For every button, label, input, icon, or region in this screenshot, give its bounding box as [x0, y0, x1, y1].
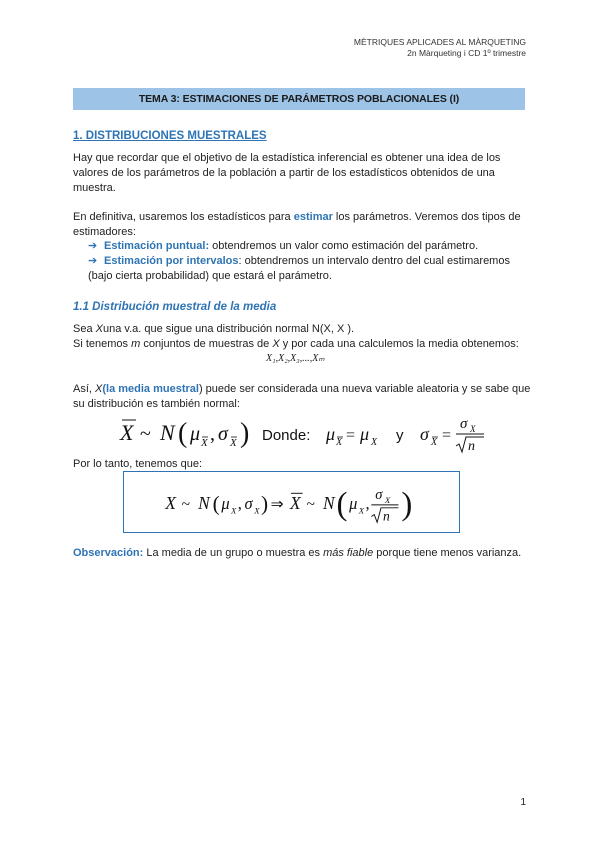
arrow-right-icon: ➔ — [88, 240, 98, 252]
text-fragment: una v.a. que sigue una distribución normal N(X, X ). — [102, 323, 355, 335]
var-x: X — [95, 323, 103, 335]
svg-text:⇒: ⇒ — [270, 495, 284, 513]
sample-mean-paragraph — [73, 382, 533, 412]
svg-text:,: , — [210, 423, 215, 445]
definition-line-2 — [73, 337, 533, 352]
svg-text:X: X — [230, 437, 237, 449]
svg-text:): ) — [401, 486, 413, 523]
definition-line-1 — [73, 322, 533, 337]
svg-text:,: , — [365, 493, 370, 513]
svg-text:n: n — [382, 508, 390, 524]
svg-text:X: X — [384, 494, 391, 505]
arrow-right-icon: ➔ — [88, 255, 98, 267]
svg-text:X: X — [231, 505, 237, 516]
svg-text:X: X — [120, 420, 134, 445]
svg-text:μ: μ — [326, 424, 336, 444]
text-fragment: conjuntos de muestras de — [140, 338, 273, 350]
header-term: 2n Màrqueting i CD 1º trimestre — [407, 48, 526, 58]
bullet-text: : obtendremos un intervalo dentro del cual estimaremos (bajo cierta probabilidad) que estará el parámetro. — [88, 255, 510, 282]
var-x: X — [95, 383, 103, 395]
estimators-text-a: En definitiva, usaremos los estadísticos para — [73, 211, 294, 223]
intro-paragraph: Hay que recordar que el objetivo de la estadística inferencial es obtener una idea de los valores de los parámetros de la población a partir de los estadísticos obtenidos de una muestra. — [73, 152, 501, 194]
svg-text:σ: σ — [218, 423, 228, 445]
formula-box — [123, 471, 460, 533]
svg-text:N: N — [160, 420, 175, 445]
svg-text:X: X — [371, 437, 378, 448]
svg-text:μ: μ — [190, 423, 201, 445]
formula-sample-mean-distribution — [112, 410, 512, 458]
svg-text:σ: σ — [460, 416, 468, 432]
svg-text:(: ( — [178, 418, 188, 449]
svg-text:~: ~ — [306, 495, 315, 513]
header-course: MÈTRIQUES APLICADES AL MÀRQUETING — [353, 37, 526, 47]
svg-text:~: ~ — [140, 423, 151, 445]
list-item — [88, 239, 528, 254]
text-fragment: ) puede ser considerada una nueva variable aleatoria y se sabe que su distribución es también normal: — [73, 383, 531, 410]
text-fragment: porque tiene menos varianza. — [373, 547, 522, 559]
svg-text:X: X — [470, 424, 476, 434]
observation-paragraph — [73, 546, 533, 561]
svg-text:): ) — [261, 491, 269, 516]
and-label: y — [396, 427, 404, 444]
svg-text:μ: μ — [349, 493, 358, 513]
observation-label: Observación: — [73, 547, 144, 559]
donde-label: Donde: — [262, 427, 311, 444]
sample-sequence: X₁,X₂,X₃,...,Xₘ — [266, 353, 325, 364]
svg-text:X: X — [165, 492, 176, 513]
svg-text:~: ~ — [181, 495, 191, 513]
svg-text:X: X — [358, 505, 365, 516]
text-fragment: y por cada una calculemos la media obtenemos: — [279, 338, 519, 350]
svg-text:σ: σ — [244, 493, 253, 513]
definition-paragraph — [73, 322, 533, 352]
list-item — [88, 254, 528, 284]
svg-text:X: X — [290, 492, 301, 513]
estimators-paragraph — [73, 210, 533, 240]
svg-text:X: X — [254, 505, 260, 516]
svg-text:N: N — [198, 492, 210, 513]
bullet-text: obtendremos un valor como estimación del parámetro. — [209, 240, 479, 252]
sample-mean-link: (la media muestral — [102, 383, 199, 395]
svg-text:,: , — [237, 493, 242, 513]
mas-fiable-emphasis: más fiable — [323, 547, 374, 559]
svg-text:N: N — [322, 492, 335, 513]
svg-text:): ) — [240, 418, 250, 449]
text-fragment: La media de un grupo o muestra es — [143, 547, 324, 559]
page-title: TEMA 3: ESTIMACIONES DE PARÁMETROS POBLACIONALES (I) — [73, 88, 525, 110]
estimar-emphasis: estimar — [293, 211, 333, 223]
text-fragment: Si tenemos — [73, 338, 132, 350]
svg-text:σ: σ — [375, 487, 383, 504]
bullet-label: Estimación puntual: — [104, 240, 210, 252]
bullet-label: Estimación por intervalos — [104, 255, 239, 267]
page-number: 1 — [520, 797, 526, 808]
formula-implication — [124, 472, 459, 532]
svg-text:μ: μ — [360, 424, 370, 444]
svg-text:(: ( — [212, 491, 220, 516]
section-heading: 1. DISTRIBUCIONES MUESTRALES — [73, 130, 267, 142]
svg-text:X: X — [431, 437, 438, 448]
var-x: X — [272, 338, 280, 350]
therefore-text: Por lo tanto, tenemos que: — [73, 458, 203, 470]
svg-text:μ: μ — [221, 493, 230, 513]
svg-text:X: X — [201, 437, 208, 449]
text-fragment: Sea — [73, 323, 96, 335]
subsection-heading: 1.1 Distribución muestral de la media — [73, 301, 277, 313]
svg-text:=: = — [442, 427, 452, 444]
var-m: m — [131, 338, 141, 350]
svg-text:X: X — [336, 437, 343, 448]
estimators-text-b: los parámetros. Veremos dos tipos de estimadores: — [73, 211, 521, 238]
svg-text:σ: σ — [420, 424, 429, 444]
svg-text:(: ( — [336, 486, 348, 523]
svg-text:=: = — [346, 427, 356, 444]
text-fragment: Así, — [73, 383, 96, 395]
svg-text:n: n — [468, 439, 475, 454]
